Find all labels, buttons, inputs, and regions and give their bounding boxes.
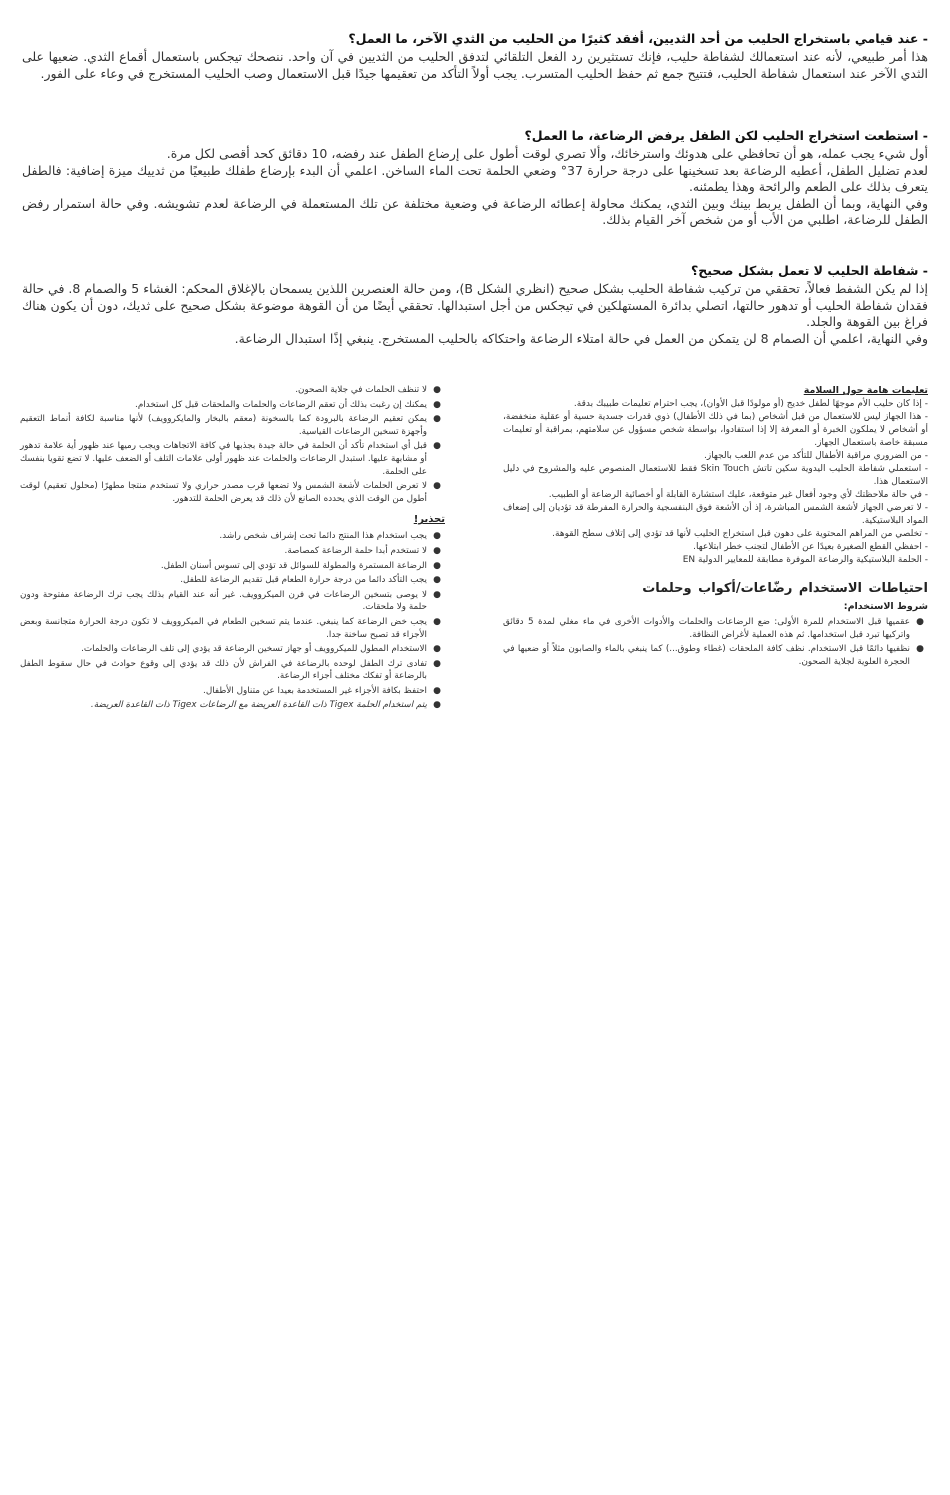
list-item-text: الاستخدام المطول للميكروويف أو جهاز تسخين الرضاعة قد يؤدي إلى تلف الرضاعات والحلمات. [81,644,427,655]
list-item-text: لا تعرض الحلمات لأشعة الشمس ولا تضعها قرب مصدر حراري ولا تستخدم منتجا مطهرًا (محلول تعقيم) لوقت أطول من الوقت الذي يحدده الصانع لأن ذلك قد يعرض الحلمة للتدهور. [20,481,427,504]
list-item [20,658,441,683]
faq-paragraph: أول شيء يجب عمله، هو أن تحافظي على هدوئك واسترخائك، وألا تصري لوقت أطول على إرضاع الطفل عند رفضه، 10 دقائق كحد أقصى لكل مرة. [166,146,928,161]
faq-heading: - استطعت استخراج الحليب لكن الطفل يرفض الرضاعة، ما العمل؟ [524,128,928,143]
bullet-icon: ● [433,414,441,425]
safety-item: - احفظي القطع الصغيرة بعيدًا عن الأطفال لتجنب خطر ابتلاعها. [693,542,928,552]
list-item [20,643,441,656]
faq-section-2 [22,127,928,229]
list-item [20,699,441,712]
warning-list [20,530,445,712]
bullet-icon: ● [916,617,924,627]
faq-paragraph: وفي النهاية، وبما أن الطفل يربط بينك وبين الثدي، يمكنك محاولة إعطائه الرضاعة في وضعية مختلفة عن تلك المستعملة في الرضاعة لعدم تشويشه. وفي حالة استمرار رفض الطفل للرضاعة، اطلبي من الأب أو من شخص آخر القيام بذلك. [22,195,928,227]
list-item-text: يمكن تعقيم الرضاعة بالبرودة كما بالسخونة (معقم بالبخار والمايكروويف) لأنها مناسبة لكافة أنماط التعقيم وأجهزة تسخين الرضاعات القياسية. [20,414,427,437]
list-item-text: يجب خض الرضاعة كما ينبغي. عندما يتم تسخين الطعام في الميكروويف لا تكون درجة الحرارة متجانسة وبعض الأجزاء قد تصبح ساخنة جدا. [20,616,427,640]
list-item-text: لا تنظف الحلمات في جلاية الصحون. [295,385,427,395]
safety-item: - من الضروري مراقبة الأطفال للتأكد من عدم اللعب بالجهاز. [703,451,928,461]
list-item-text: قبل أي استخدام تأكد أن الحلمة في حالة جيدة بجذبها في كافة الاتجاهات ويجب رميها عند ظهور أية علامة تدهور أو مشابهة عليها. استبدل الرضاعات والحلمات عند ظهور أولى علامات التلف أو الضعف عليها. لا تضع تقويا بنفسك على الحلمة. [20,441,427,477]
safety-item: - الحلمة البلاستيكية والرضاعة الموفرة مطابقة للمعايير الدولية EN [682,555,928,565]
list-item-text: عقميها قبل الاستخدام للمرة الأولى: ضع الرضاعات والحلمات والأدوات الأخرى في ماء مغلي لمدة 5 دقائق واتركيها تبرد قبل استخدامها. ثم هذه العملية لأغراض النظافة. [503,617,910,640]
bullet-icon: ● [433,531,441,542]
bullet-icon: ● [433,616,441,627]
faq-paragraph: هذا أمر طبيعي، لأنه عند استعمالك لشفاطة حليب، فإنك تستثيرين رد الفعل التلقائي لتدفق الحليب من الثديين في آن واحد. ننصحك تيجكس باستعمال أقماع الثدي. ضعيها على الثدي الآخر عند استعمال شفاطة الحليب، فتتيح جمع ثم حفظ الحليب المتسرب. يجب أولاً التأكد من تعقيمها جيدًا قبل الاستعمال وصب الحليب المستخرج في وعاء على الفور. [22,49,928,81]
list-item-text: الرضاعة المستمرة والمطولة للسوائل قد تؤدي إلى تسوس أسنان الطفل. [160,560,427,571]
faq-paragraph: لعدم تضليل الطفل، أعطيه الرضاعة بعد تسخينها على درجة حرارة 37° وضعي الحلمة تحت الماء الساخن. اعلمي أن البدء بإرضاع طفلك طبيعيًا من ثدييك ميزة إضافية: فالطفل يتعرف بذلك على الطعم والرائحة وهذا يطمئنه. [22,162,928,194]
list-item [20,413,441,438]
safety-column [503,384,928,670]
list-item [503,643,924,668]
list-item [20,545,441,558]
faq-heading: - عند قيامي باستخراج الحليب من أحد الثديين، أفقد كثيرًا من الحليب من الثدي الآخر، ما العمل؟ [348,31,928,46]
warning-title: تحذير! [413,514,445,526]
faq-paragraph: وفي النهاية، اعلمي أن الصمام 8 لن يتمكن من العمل في حالة امتلاء الرضاعة واحتكاكه بالحليب المستخرج. ينبغي إذًا استبدال الرضاعة. [234,330,928,346]
safety-item: - لا تعرضي الجهاز لأشعة الشمس المباشرة، إذ أن الأشعة فوق البنفسجية والحرارة المفرطة قد تؤديان إلى إضعاف المواد البلاستيكية. [503,503,928,526]
bullet-icon: ● [433,700,441,711]
care-list [20,384,445,505]
list-item [20,399,441,412]
bullet-icon: ● [433,399,441,410]
faq-heading: - شفاطة الحليب لا تعمل بشكل صحيح؟ [691,263,928,278]
safety-item: - تخلصي من المراهم المحتوية على دهون قبل استخراج الحليب لأنها قد تؤدي إلى إتلاف سطح القوهة. [552,529,928,539]
list-item [503,616,924,641]
bullet-icon: ● [916,644,924,655]
bullet-icon: ● [433,658,441,669]
list-item-text: تفادى ترك الطفل لوحده بالرضاعة في الفراش لأن ذلك قد يؤدي إلى وقوع حوادث في حال سقوط الطفل بالرضاعة أو تفكك مختلف أجزاء الرضاعة. [20,658,427,682]
list-item [20,616,441,641]
list-item [20,440,441,478]
list-item [20,685,441,698]
safety-intro: - إذا كان حليب الأم موجهًا لطفل خديج (أو مولودًا قبل الأوان)، يجب احترام تعليمات طبيبك بدقة. [573,399,928,409]
care-column [20,384,445,714]
list-item [20,574,441,587]
bullet-icon: ● [433,575,441,586]
faq-section-3 [22,262,928,347]
list-item [20,530,441,543]
list-item-text: يتم استخدام الحلمة Tigex ذات القاعدة العريضة مع الرضاعات Tigex ذات القاعدة العريضة. [90,700,427,711]
list-item [20,384,441,397]
list-item [20,560,441,573]
bullet-icon: ● [433,644,441,655]
list-item-text: لا تستخدم أبدا حلمة الرضاعة كمصاصة. [284,545,427,556]
list-item-text: لا يوصى بتسخين الرضاعات في فرن الميكروويف. غير أنه عند القيام بذلك يجب ترك الرضاعة مفتوحة ودون حلمة ولا ملحقات. [20,589,427,613]
list-item-text: نظفيها دائمًا قبل الاستخدام. نظف كافة الملحقات (غطاء وطوق...) كما ينبغي بالماء والصابون مثلاً أو ضعيها في الحجرة العلوية لجلاية الصحون. [503,644,910,667]
safety-item: - هذا الجهاز ليس للاستعمال من قبل أشخاص (بما في ذلك الأطفال) ذوي قدرات جسدية حسية أو عقلية منخفضة، أو أشخاص لا يملكون الخبرة أو المعرفة إلا إذا استفادوا، بواسطة شخص مسؤول عن سلامتهم، بمراقبة أو تعليمات مسبقة خاصة باستعمال الجهاز. [503,412,928,448]
bullet-icon: ● [433,560,441,571]
bullet-icon: ● [433,481,441,492]
bullet-icon: ● [433,589,441,600]
usage-conditions-title: شروط الاستخدام: [843,601,928,612]
list-item-text: احتفظ بكافة الأجزاء غير المستخدمة بعيدا عن متناول الأطفال. [203,685,427,696]
list-item [20,589,441,614]
safety-item: - في حالة ملاحظتك لأي وجود أفعال غير متوقعة، عليك استشارة القابلة أو أخصائية الرضاعة أو الطبيب. [548,490,928,500]
bullet-icon: ● [433,685,441,696]
precautions-title: احتياطات الاستخدام رضّاعات/أكواب وحلمات [642,581,928,596]
safety-item: - استعملي شفاطة الحليب اليدوية سكين تاتش Skin Touch فقط للاستعمال المنصوص عليه والمشروح في دليل الاستعمال هذا. [503,464,928,487]
bullet-icon: ● [433,545,441,556]
list-item-text: يجب استخدام هذا المنتج دائما تحت إشراف شخص راشد. [219,531,427,542]
usage-conditions-list [503,616,928,668]
safety-title: تعليمات هامة حول السلامة [803,385,928,396]
faq-section-1 [22,30,928,82]
list-item-text: يمكنك إن رغبت بذلك أن تعقم الرضاعات والحلمات والملحقات قبل كل استخدام. [135,399,427,410]
bullet-icon: ● [433,441,441,452]
list-item [20,480,441,505]
faq-paragraph: إذا لم يكن الشفط فعالاً، تحققي من تركيب شفاطة الحليب بشكل صحيح (انظري الشكل B)، ومن حالة العنصرين اللذين يسمحان بالإغلاق المحكم: الغشاء 5 والصمام 8. في حالة فقدان شفاطة الحليب أو تدهور حالتها، اتصلي بدائرة المستهلكين في تيجكس من أجل استبدالها. تحققي أيضًا من أن القوهة موضوعة بشكل صحيح على ثديك، دون أن يكون هناك فراغ بين القوهة والجلد. [22,281,928,329]
bullet-icon: ● [433,385,441,395]
list-item-text: يجب التأكد دائما من درجة حرارة الطعام قبل تقديم الرضاعة للطفل. [180,575,427,586]
